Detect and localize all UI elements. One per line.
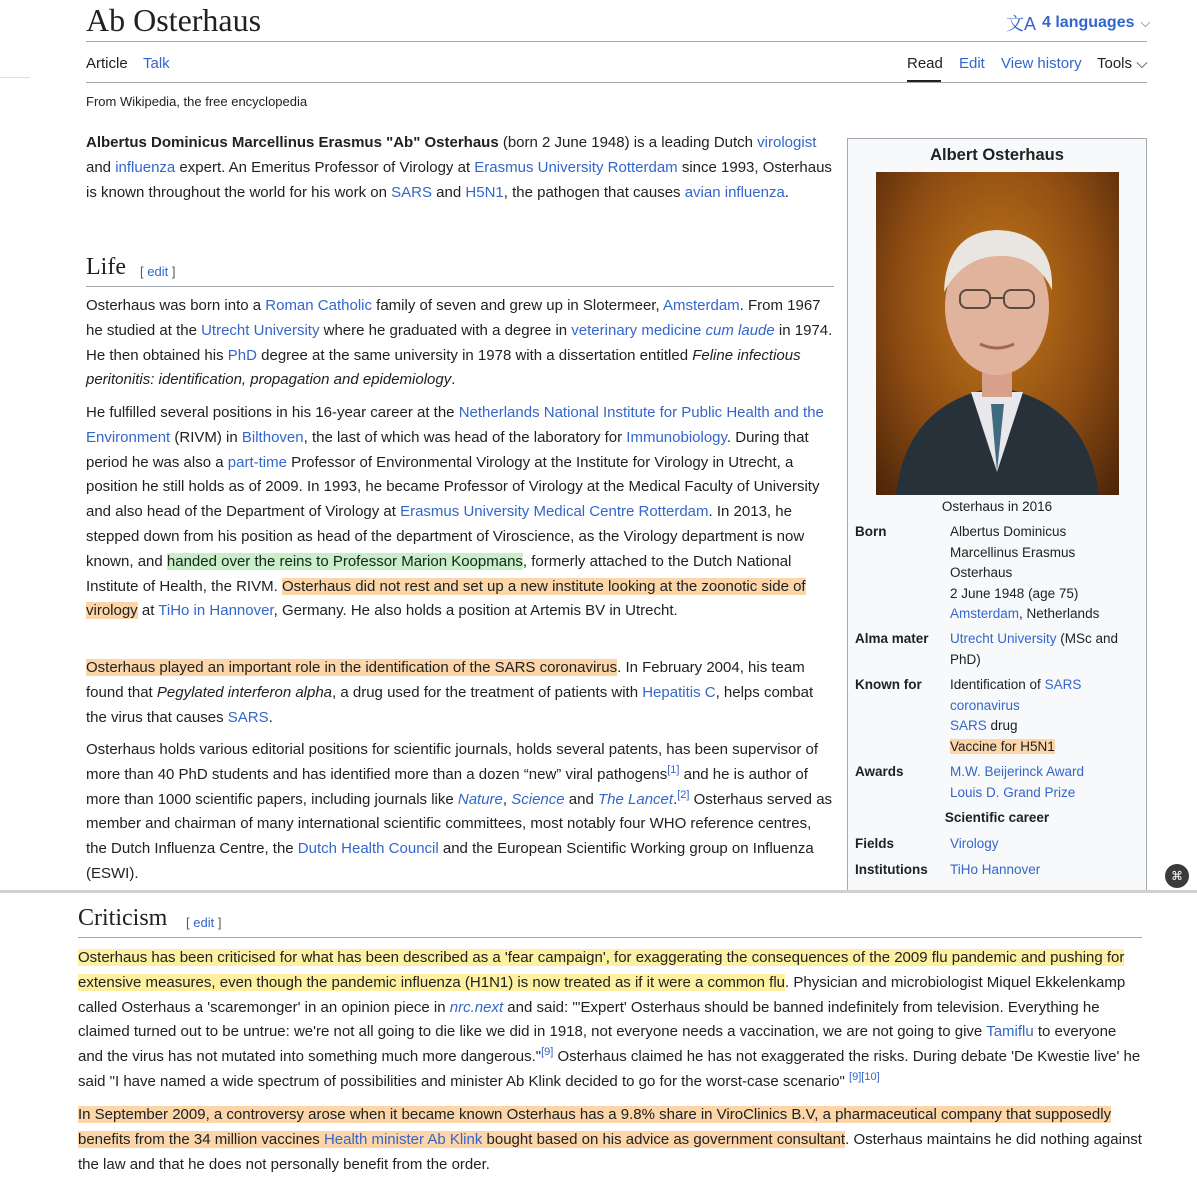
link-virology[interactable]: Virology xyxy=(950,836,999,851)
link-rivm[interactable]: Netherlands National Institute for Public Health and the Environment xyxy=(86,404,824,446)
link-roman-catholic[interactable]: Roman Catholic xyxy=(265,297,372,314)
tab-read[interactable]: Read xyxy=(907,55,943,72)
link-utrecht-university[interactable]: Utrecht University xyxy=(201,321,320,339)
window-edge xyxy=(0,890,1197,893)
life-paragraph-3: Osterhaus played an important role in the identification of the SARS coronavirus. In February 2004, his team found that Pegylated interferon alpha, a drug used for the treatment of patients with Hepatitis C, helps combat the virus that causes SARS. xyxy=(86,659,814,726)
link-influenza[interactable]: influenza xyxy=(115,158,176,176)
highlight-yellow: Osterhaus has been criticised for what has been described as a 'fear campaign', for exaggerating the consequences of the 2009 flu pandemic and pushing for extensive measures, even though the pandemic influenza (H1N1) is now treated as if it were a common flu xyxy=(78,949,1125,991)
tabs-divider xyxy=(86,82,1147,83)
life-paragraph-1: Osterhaus was born into a Roman Catholic family of seven and grew up in Slotermeer, Amsterdam. From 1967 he studied at the Utrecht University where he graduated with a degree in veterinary medicine cum laude in 1974. He then obtained his PhD degree at the same university in 1978 with a dissertation entitled Feline infectious peritonitis: identification, propagation and epidemiology. xyxy=(86,297,833,389)
link-grand-prize[interactable]: Louis D. Grand Prize xyxy=(950,784,1076,800)
link-amsterdam[interactable]: Amsterdam xyxy=(662,297,740,314)
link-hepatitis-c[interactable]: Hepatitis C xyxy=(642,683,716,701)
link-tiho-hannover[interactable]: TiHo Hannover xyxy=(950,862,1041,877)
infobox-title: Albert Osterhaus xyxy=(930,146,1064,164)
link-tiho-hannover[interactable]: TiHo in Hannover xyxy=(158,602,274,620)
photo-caption: Osterhaus in 2016 xyxy=(941,499,1053,514)
ref-2[interactable]: [2] xyxy=(677,788,690,801)
portrait-photo[interactable] xyxy=(876,172,1119,495)
link-virologist[interactable]: virologist xyxy=(757,134,817,151)
life-paragraph-4: Osterhaus holds various editorial positions for scientific journals, holds several patents, has been supervisor of more than 40 PhD students and has identified more than a dozen “new” viral pathogens[1] and he is author of more than 1000 scientific papers, including journals like Nature, Science and The Lancet.[2] Osterhaus served as member and chairman of many international scientific committees, most notably four WHO reference centres, the Dutch Influenza Centre, the Dutch Health Council and the European Scientific Working group on Influenza (ESWI). xyxy=(86,741,833,882)
link-immunobiology[interactable]: Immunobiology xyxy=(626,428,727,446)
highlight-orange: Vaccine for H5N1 xyxy=(950,738,1055,754)
tools-menu[interactable]: Tools ⌵ xyxy=(1097,55,1148,72)
infobox: Albert Osterhaus Osterhaus in 2016 Born Albertus Dominicus Marcellinus Erasmus Osterhaus 2 June 1948 (age 75) Amsterdam, Netherlands Alma mater Utrecht University (MSc and PhD) Known for Identification of SARS coronavirus SARS drug Vaccine for H5N1 Awards M.W. Beijerinck Award Louis D. Grand Prize Scientific career Fields Virology Institutions TiHo Hannover xyxy=(847,138,1147,893)
link-amsterdam[interactable]: Amsterdam xyxy=(950,606,1020,621)
criticism-paragraph-1: Osterhaus has been criticised for what has been described as a 'fear campaign', for exaggerating the consequences of the 2009 flu pandemic and pushing for extensive measures, even though the pandemic influenza (H1N1) is now treated as if it were a common flu. Physician and microbiologist Miquel Ekkelenkamp called Osterhaus a 'scaremonger' in an opinion piece in nrc.next and said: "'Expert' Osterhaus should be banned indefinitely from television. Everything he claimed turned out to be untrue: we're not all going to die like we did in 1918, not everyone needs a vaccination, we are not going to give Tamiflu to everyone and the virus has not mutated into something much more dangerous."[9] Osterhaus claimed he has not exaggerated the risks. During debate 'De Kwestie live' he said "I have named a wide spectrum of possibilities and minister Ab Klink decided to go for the worst-case scenario" [9][10] xyxy=(78,949,1141,1090)
portrait-illustration xyxy=(876,172,1119,495)
highlight-orange: bought based on his advice as government consultant xyxy=(482,1130,846,1148)
ref-9[interactable]: [9] xyxy=(541,1046,554,1059)
link-ab-klink[interactable]: Health minister Ab Klink xyxy=(323,1130,483,1148)
link-sars-coronavirus[interactable]: SARS coronavirus xyxy=(950,677,1082,713)
link-the-lancet[interactable]: The Lancet xyxy=(598,790,674,808)
link-utrecht-university[interactable]: Utrecht University xyxy=(950,631,1057,646)
tab-edit[interactable]: Edit xyxy=(959,55,985,72)
site-tagline: From Wikipedia, the free encyclopedia xyxy=(86,94,308,109)
link-sars[interactable]: SARS xyxy=(950,718,987,733)
link-erasmus-university[interactable]: Erasmus University Rotterdam xyxy=(474,158,678,176)
link-avian-influenza[interactable]: avian influenza xyxy=(684,183,785,201)
link-beijerinck-award[interactable]: M.W. Beijerinck Award xyxy=(950,764,1085,779)
intro-paragraph: Albertus Dominicus Marcellinus Erasmus "Ab" Osterhaus (born 2 June 1948) is a leading Dutch virologist and influenza expert. An Emeritus Professor of Virology at Erasmus University Rotterdam since 1993, Osterhaus is known throughout the world for his work on SARS and H5N1, the pathogen that causes avian influenza. xyxy=(86,134,832,201)
section-heading-life: Life [ edit ] xyxy=(86,254,834,287)
link-sars[interactable]: SARS xyxy=(227,708,269,726)
link-sars[interactable]: SARS xyxy=(391,183,433,201)
edit-section-life[interactable]: [ edit ] xyxy=(140,264,176,279)
lens-icon[interactable]: ⌘ xyxy=(1165,864,1189,888)
criticism-paragraph-2: In September 2009, a controversy arose when it became known Osterhaus has a 9.8% share in ViroClinics B.V, a pharmaceutical company that supposedly benefits from the 34 million vaccines Health minister Ab Klink bought based on his advice as government consultant. Osterhaus maintains he did nothing against the law and that he does not personally benefit from the order. xyxy=(78,1106,1142,1173)
link-nrc-next[interactable]: nrc.next xyxy=(449,998,504,1016)
highlight-orange: Osterhaus did not rest and set up a new institute looking at the zoonotic side of virology xyxy=(86,577,806,620)
life-paragraph-2: He fulfilled several positions in his 16-year career at the Netherlands National Institute for Public Health and the Environment (RIVM) in Bilthoven, the last of which was head of the laboratory for Immunobiology. During that period he was also a part-time Professor of Environmental Virology at the Institute for Virology in Utrecht, a position he still holds as of 2009. In 1993, he became Professor of Virology at the Medical Faculty of University and also head of the Department of Virology at Erasmus University Medical Centre Rotterdam. In 2013, he stepped down from his position as head of the department of Viroscience, as the Virology department is now known, and handed over the reins to Professor Marion Koopmans, formerly attached to the Dutch National Institute of Health, the RIVM. Osterhaus did not rest and set up a new institute looking at the zoonotic side of virology at TiHo in Hannover, Germany. He also holds a position at Artemis BV in Utrecht. xyxy=(86,404,824,620)
link-tamiflu[interactable]: Tamiflu xyxy=(986,1023,1034,1041)
highlight-orange: Osterhaus played an important role in the identification of the SARS coronavirus xyxy=(86,659,618,676)
link-veterinary-medicine[interactable]: veterinary medicine xyxy=(571,321,702,339)
title-divider xyxy=(86,41,1147,42)
chevron-down-icon: ⌵ xyxy=(1140,15,1151,30)
page-title: Ab Osterhaus xyxy=(86,2,262,38)
link-science[interactable]: Science xyxy=(511,790,565,808)
translate-icon: 文A xyxy=(1006,14,1037,34)
languages-button[interactable]: 文A 4 languages ⌵ xyxy=(1006,10,1150,36)
link-h5n1[interactable]: H5N1 xyxy=(465,183,504,201)
tab-talk[interactable]: Talk xyxy=(143,55,170,72)
link-nature[interactable]: Nature xyxy=(457,790,503,808)
highlight-orange: In September 2009, a controversy arose when it became known Osterhaus has a 9.8% share in ViroClinics B.V, a pharmaceutical company that supposedly benefits from the 34 million vaccines xyxy=(78,1106,1112,1148)
tab-view-history[interactable]: View history xyxy=(1001,55,1082,72)
tab-article[interactable]: Article xyxy=(86,55,128,72)
ref-1[interactable]: [1] xyxy=(667,763,680,776)
infobox-subheader: Scientific career xyxy=(944,810,1050,825)
ref-9-10[interactable]: [9][10] xyxy=(849,1070,880,1083)
sidebar-edge xyxy=(0,77,30,78)
link-part-time[interactable]: part-time xyxy=(227,453,287,471)
link-erasmus-mc[interactable]: Erasmus University Medical Centre Rotterdam xyxy=(400,503,709,521)
link-dutch-health-council[interactable]: Dutch Health Council xyxy=(297,840,439,858)
highlight-green: handed over the reins to Professor Marion Koopmans xyxy=(166,552,523,570)
edit-section-criticism[interactable]: [ edit ] xyxy=(186,915,222,930)
link-bilthoven[interactable]: Bilthoven xyxy=(241,428,304,446)
chevron-down-icon: ⌵ xyxy=(1136,55,1148,72)
link-phd[interactable]: PhD xyxy=(227,346,257,364)
link-cum-laude[interactable]: cum laude xyxy=(705,321,775,339)
section-heading-criticism: Criticism [ edit ] xyxy=(78,905,1142,938)
